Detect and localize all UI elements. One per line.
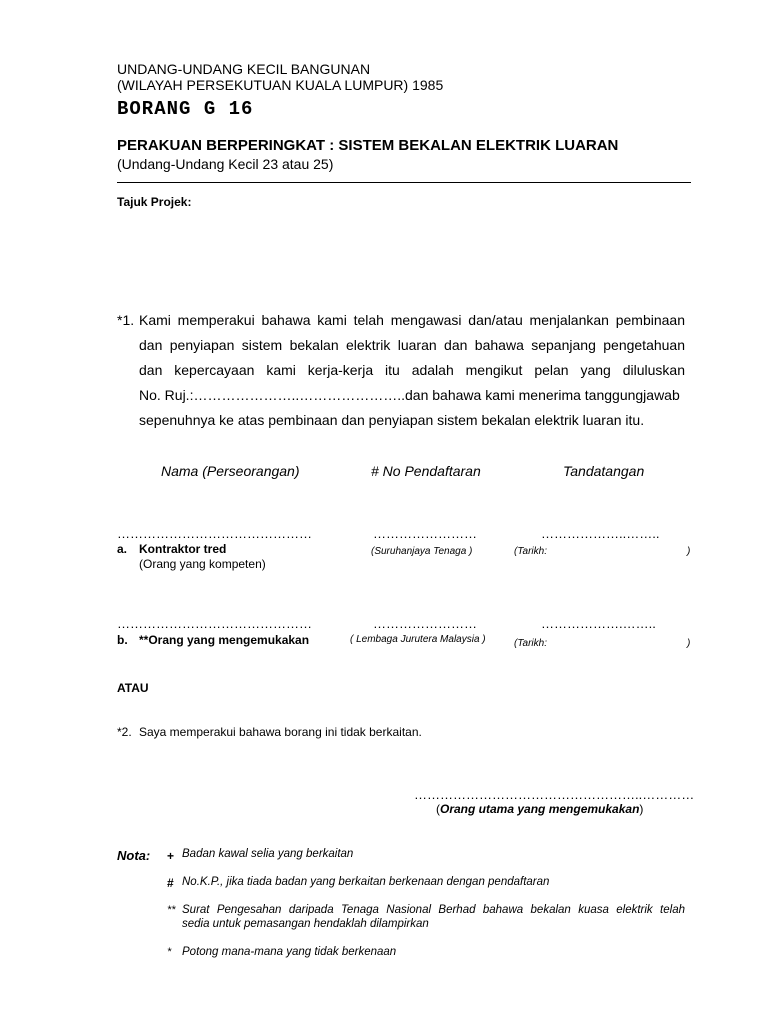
nota-symbol-2: # — [167, 876, 174, 890]
role-note-a: (Orang yang kompeten) — [139, 557, 266, 571]
nota-label: Nota: — [117, 848, 151, 863]
form-code: BORANG G 16 — [117, 98, 254, 120]
nota-symbol-4: * — [167, 946, 172, 958]
role-b: **Orang yang mengemukakan — [139, 633, 310, 647]
registration-line-a: …………………… — [373, 526, 477, 541]
signature-line-b: ……………….…….. — [541, 616, 656, 631]
paragraph-2-text: Saya memperakui bahawa borang ini tidak berkaitan. — [139, 725, 422, 739]
name-line-a: ……………………………………… — [117, 526, 312, 541]
paragraph-1-number: *1. — [117, 312, 135, 328]
nota-text-3: Surat Pengesahan daripada Tenaga Nasional Berhad bahawa bekalan kuasa elektrik telah — [182, 904, 685, 916]
nota-symbol-1: + — [167, 849, 175, 863]
header-divider — [117, 182, 691, 183]
role-a: Kontraktor tred — [139, 542, 227, 556]
nota-text-2: No.K.P., jika tiada badan yang berkaitan berkenaan dengan pendaftaran — [182, 876, 550, 888]
date-close-a: ) — [687, 546, 691, 557]
item-letter-b: b. — [117, 633, 128, 647]
column-header-signature: Tandatangan — [563, 463, 645, 479]
form-subtitle: (Undang-Undang Kecil 23 atau 25) — [117, 156, 334, 172]
principal-label-close: ) — [639, 802, 644, 816]
signature-line-a: ………………..…….. — [541, 526, 660, 541]
law-title-line-1: UNDANG-UNDANG KECIL BANGUNAN — [117, 61, 371, 77]
paragraph-1-line-1: Kami memperakui bahawa kami telah mengawasi dan/atau menjalankan pembinaan — [139, 312, 685, 328]
principal-label-text: Orang utama yang mengemukakan — [440, 802, 640, 816]
paragraph-1-line-5: sepenuhnya ke atas pembinaan dan penyiapan sistem bekalan elektrik luaran itu. — [139, 412, 645, 428]
date-label-a: (Tarikh: — [514, 546, 547, 557]
nota-text-1: Badan kawal selia yang berkaitan — [182, 848, 354, 860]
paragraph-2-number: *2. — [117, 725, 132, 739]
project-title-label: Tajuk Projek: — [117, 195, 192, 209]
nota-text-3-cont: sedia untuk pemasangan hendaklah dilampirkan — [182, 918, 429, 930]
principal-label — [436, 802, 643, 816]
nota-text-4: Potong mana-mana yang tidak berkenaan — [182, 946, 397, 958]
principal-label-open: ( — [436, 802, 440, 816]
form-title: PERAKUAN BERPERINGKAT : SISTEM BEKALAN ELEKTRIK LUARAN — [117, 137, 619, 154]
date-close-b: ) — [687, 638, 691, 649]
paragraph-1-line-4: No. Ruj.:…………………..…………………..dan bahawa kami menerima tanggungjawab — [139, 387, 680, 403]
paragraph-1-line-3: dan kepercayaan kami kerja-kerja itu adalah mengikut pelan yang diluluskan — [139, 362, 685, 378]
registration-line-b: …………………… — [373, 616, 477, 631]
regulatory-body-a: (Suruhanjaya Tenaga ) — [371, 546, 473, 557]
item-letter-a: a. — [117, 542, 128, 556]
date-label-b: (Tarikh: — [514, 638, 547, 649]
paragraph-1-line-2: dan penyiapan sistem bekalan elektrik luaran dan bahawa sepanjang pengetahuan — [139, 337, 685, 353]
or-separator: ATAU — [117, 681, 149, 695]
principal-signature-line: ……………………………………………..………… — [414, 787, 695, 802]
regulatory-body-b: ( Lembaga Jurutera Malaysia ) — [350, 634, 486, 645]
column-header-registration: # No Pendaftaran — [371, 463, 481, 479]
name-line-b: ……………………………………… — [117, 616, 312, 631]
nota-symbol-3: ** — [167, 904, 176, 916]
law-title-line-2: (WILAYAH PERSEKUTUAN KUALA LUMPUR) 1985 — [117, 77, 444, 93]
column-header-name: Nama (Perseorangan) — [161, 463, 300, 479]
